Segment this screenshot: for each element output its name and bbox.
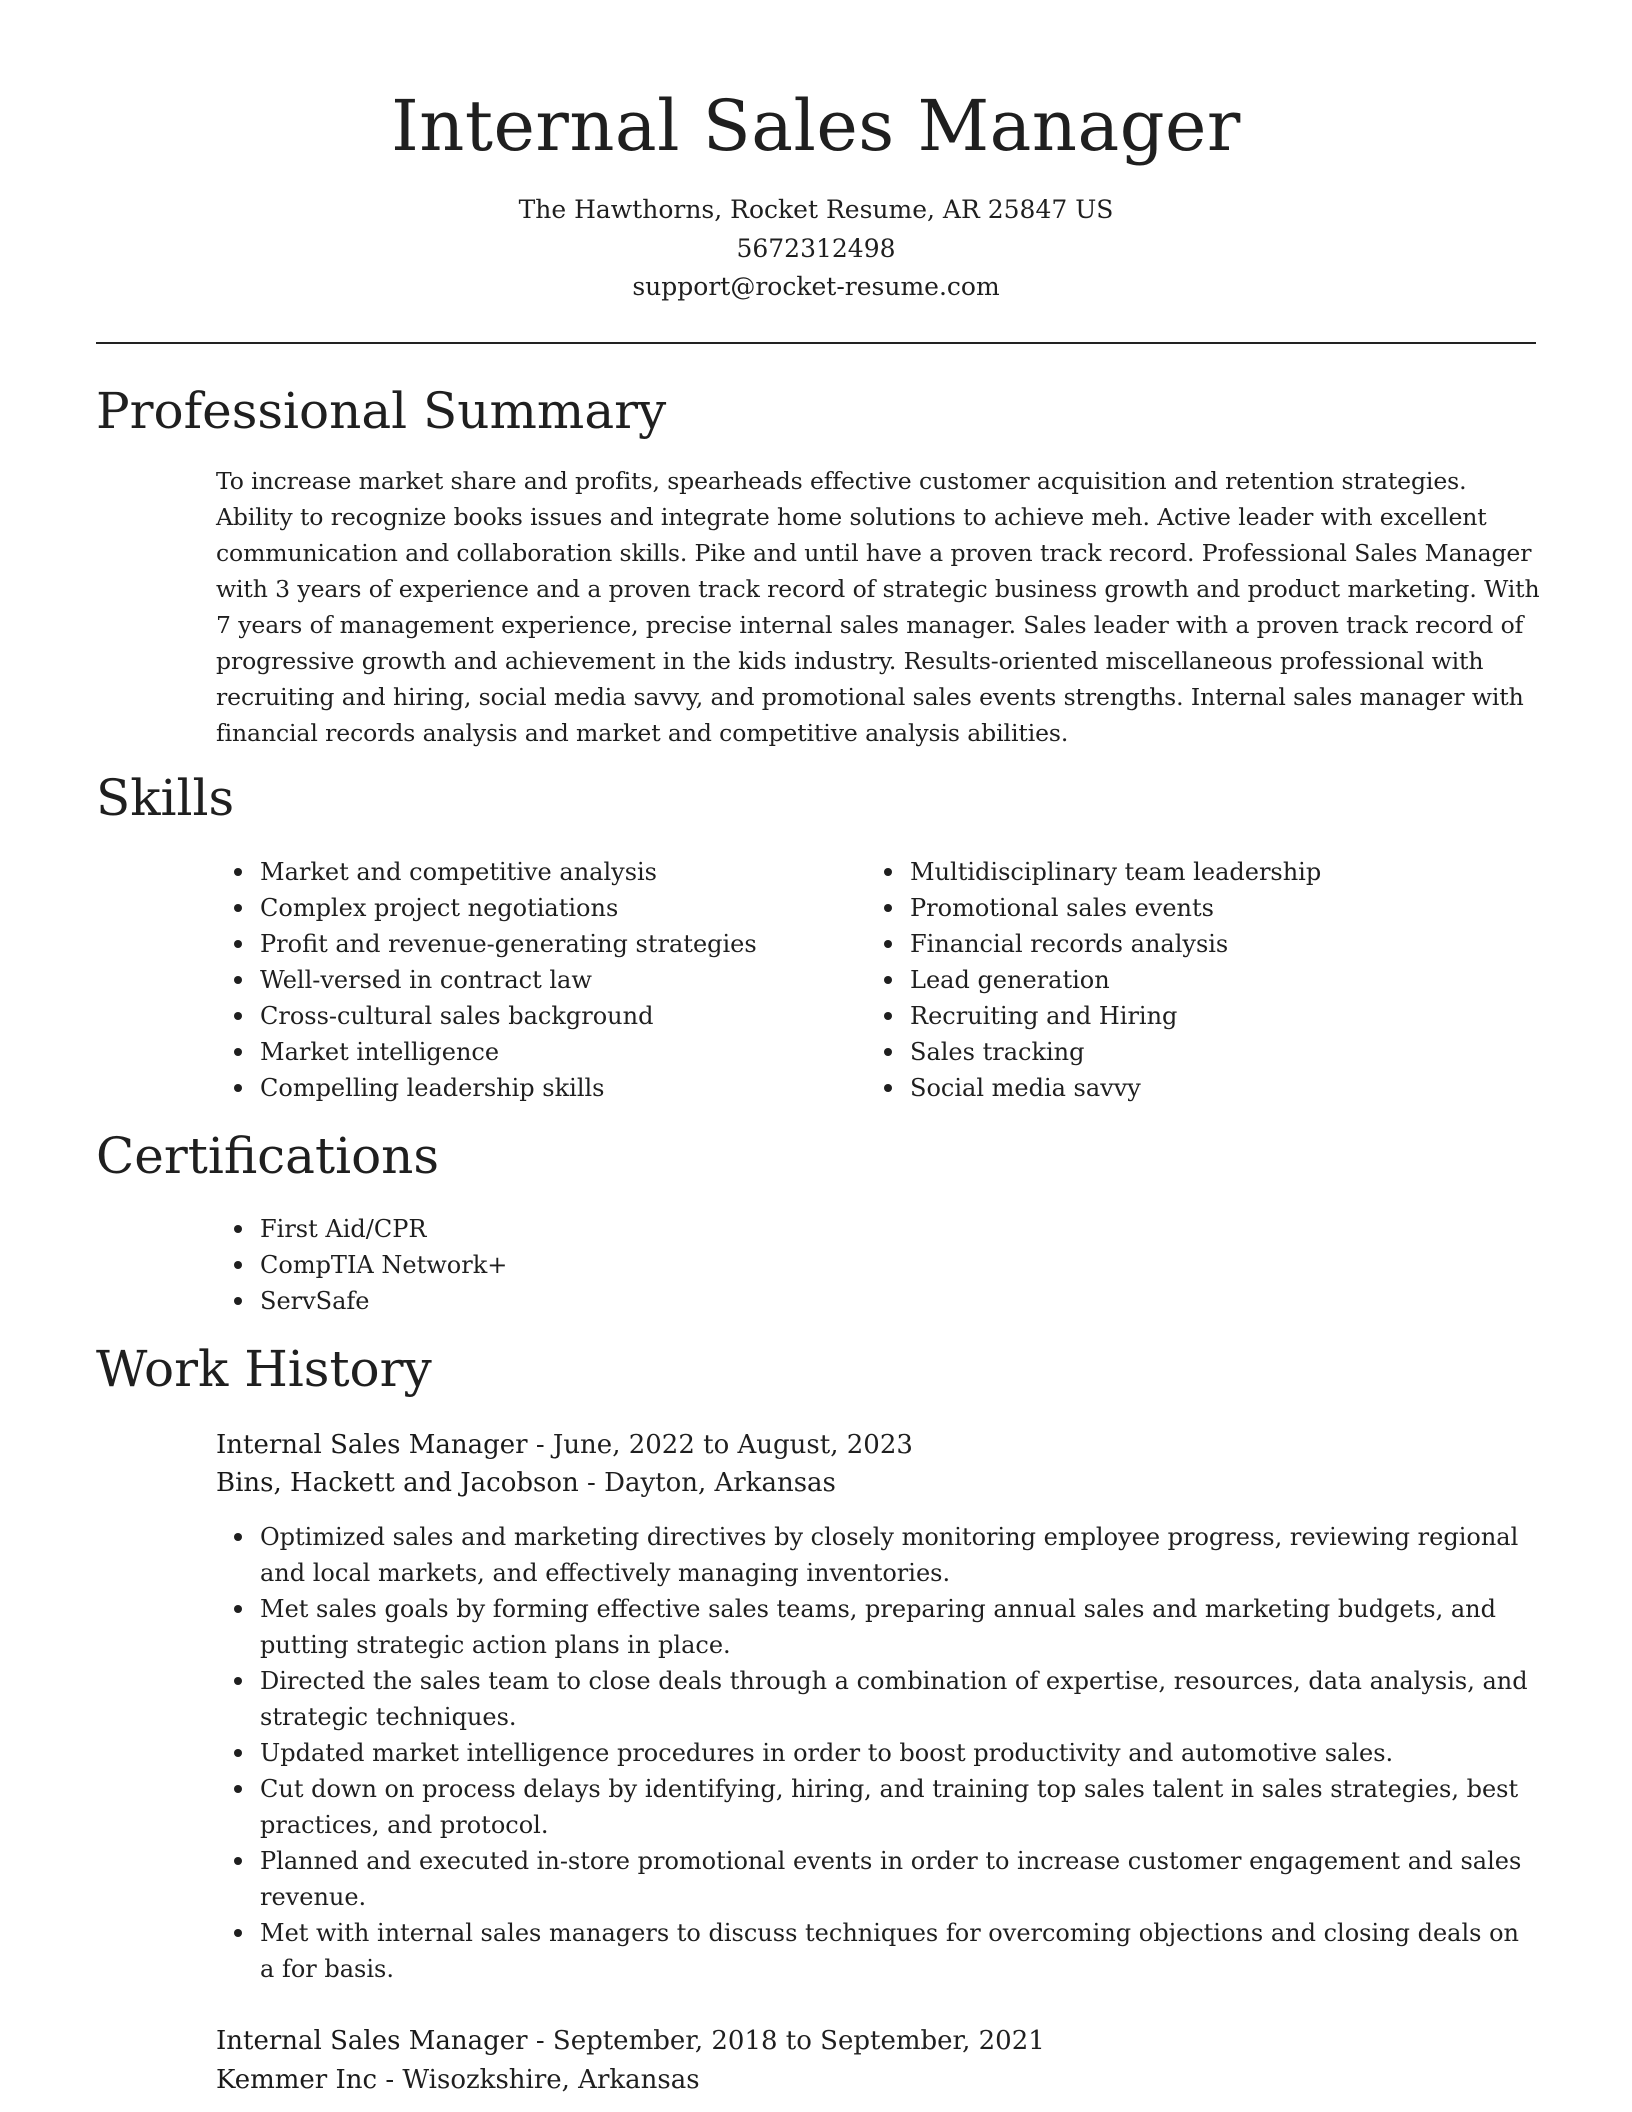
responsibility-item: Cut down on process delays by identifying, hiring, and training top sales talent in sales strategies, best practices, and protocol. <box>216 1771 1536 1843</box>
skills-heading: Skills <box>96 769 235 827</box>
job-title-line <box>216 2022 1045 2060</box>
responsibility-item: Met with internal sales managers to discuss techniques for overcoming objections and closing deals on a for basis. <box>216 1915 1536 1987</box>
responsibility-item: Met sales goals by forming effective sales teams, preparing annual sales and marketing budgets, and putting strategic action plans in place. <box>216 1591 1536 1663</box>
responsibility-item: Planned and executed in-store promotional events in order to increase customer engagement and sales revenue. <box>216 1843 1536 1915</box>
job-dates: June, 2022 to August, 2023 <box>552 1430 913 1460</box>
job-company-line <box>216 1464 836 1502</box>
skill-item: Profit and revenue-generating strategies <box>216 926 836 962</box>
resume-name-title: Internal Sales Manager <box>391 85 1241 167</box>
job-company-line <box>216 2061 700 2099</box>
contact-address: The Hawthorns, Rocket Resume, AR 25847 US <box>518 195 1114 224</box>
job-company: Kemmer Inc <box>216 2065 378 2095</box>
certification-item: ServSafe <box>216 1283 1016 1319</box>
job-location: Dayton, Arkansas <box>604 1468 836 1498</box>
certification-item: First Aid/CPR <box>216 1211 1016 1247</box>
job-dates: September, 2018 to September, 2021 <box>552 2026 1045 2056</box>
job-separator: - <box>377 2065 403 2095</box>
certifications-list <box>216 1211 1016 1319</box>
work-history-heading: Work History <box>96 1340 432 1398</box>
responsibility-item: Updated market intelligence procedures in order to boost productivity and automotive sales. <box>216 1735 1536 1771</box>
header-divider <box>96 342 1536 344</box>
responsibility-item: Optimized sales and marketing directives by closely monitoring employee progress, reviewing regional and local markets, and effectively managing inventories. <box>216 1519 1536 1591</box>
responsibility-item: Directed the sales team to close deals through a combination of expertise, resources, data analysis, and strategic techniques. <box>216 1663 1536 1735</box>
skill-item: Recruiting and Hiring <box>866 998 1526 1034</box>
job-company: Bins, Hackett and Jacobson <box>216 1468 579 1498</box>
summary-heading: Professional Summary <box>96 382 667 440</box>
skills-list-right <box>866 854 1526 1106</box>
job-location: Wisozkshire, Arkansas <box>402 2065 700 2095</box>
certifications-heading: Certifications <box>96 1127 440 1185</box>
skill-item: Well-versed in contract law <box>216 962 836 998</box>
job-separator: - <box>578 1468 605 1498</box>
skill-item: Cross-cultural sales background <box>216 998 836 1034</box>
skill-item: Promotional sales events <box>866 890 1526 926</box>
skill-item: Social media savvy <box>866 1070 1526 1106</box>
certification-item: CompTIA Network+ <box>216 1247 1016 1283</box>
job-separator: - <box>527 1430 553 1460</box>
skills-list-left <box>216 854 836 1106</box>
skill-item: Sales tracking <box>866 1034 1526 1070</box>
skill-item: Financial records analysis <box>866 926 1526 962</box>
skill-item: Compelling leadership skills <box>216 1070 836 1106</box>
job-role: Internal Sales Manager <box>216 1430 528 1460</box>
skill-item: Market intelligence <box>216 1034 836 1070</box>
skill-item: Market and competitive analysis <box>216 854 836 890</box>
job-title-line <box>216 1426 913 1464</box>
skill-item: Lead generation <box>866 962 1526 998</box>
job-role: Internal Sales Manager <box>216 2026 528 2056</box>
skill-item: Multidisciplinary team leadership <box>866 854 1526 890</box>
job-responsibilities-list <box>216 1519 1536 1987</box>
job-separator: - <box>527 2026 553 2056</box>
contact-email: support@rocket-resume.com <box>632 272 1000 301</box>
skill-item: Complex project negotiations <box>216 890 836 926</box>
summary-text: To increase market share and profits, spearheads effective customer acquisition and retention strategies. Ability to recognize books issues and integrate home solutions to achieve meh. Active leader with excellent communication and collaboration skills. Pike and until have a proven track record. Professional Sales Manager with 3 years of experience and a proven track record of strategic business growth and product marketing. With 7 years of management experience, precise internal sales manager. Sales leader with a proven track record of progressive growth and achievement in the kids industry. Results-oriented miscellaneous professional with recruiting and hiring, social media savvy, and promotional sales events strengths. Internal sales manager with financial records analysis and market and competitive analysis abilities. <box>216 467 1540 747</box>
contact-phone: 5672312498 <box>736 234 896 263</box>
